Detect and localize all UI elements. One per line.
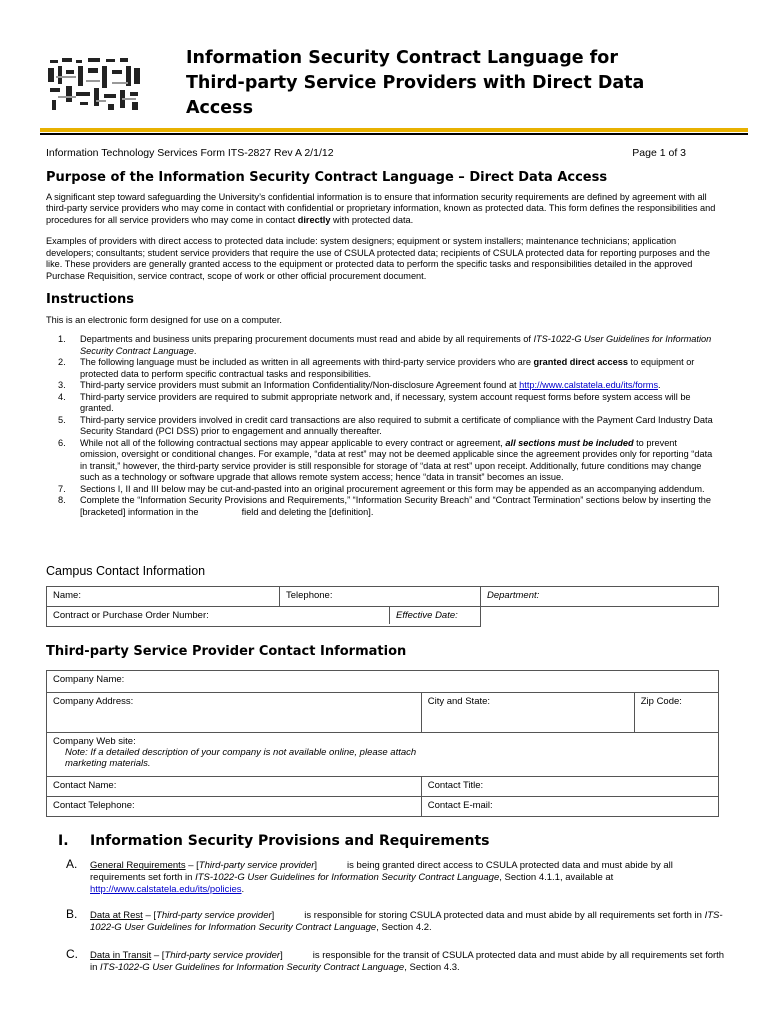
website-note: Note: If a detailed description of your company is not available online, please attach [65, 747, 417, 758]
requirement-c: C. Data in Transit – [Third-party service provider] is responsible for the transit of CSULA protected data and must abide by all requirements set forth in ITS-1022-G User Guidelines for Information Security Contract Language, Section 4.3. [66, 947, 725, 973]
title-line-1: Information Security Contract Language for [186, 48, 618, 68]
department-field[interactable]: Department: [481, 587, 719, 607]
policies-link[interactable]: http://www.calstatela.edu/its/policies [90, 884, 242, 895]
provider-contact-heading: Third-party Service Provider Contact Information [46, 644, 407, 659]
contract-number-field[interactable]: Contract or Purchase Order Number: [47, 607, 390, 624]
purpose-heading: Purpose of the Information Security Contract Language – Direct Data Access [46, 170, 608, 185]
company-name-field[interactable]: Company Name: [47, 671, 719, 693]
university-logo [46, 56, 146, 116]
contact-name-field[interactable]: Contact Name: [47, 777, 422, 797]
contact-email-field[interactable]: Contact E-mail: [421, 797, 718, 817]
document-title [186, 46, 706, 121]
form-id-line [46, 147, 686, 159]
provider-contact-table [46, 670, 719, 817]
title-line-3: Access [186, 98, 253, 118]
list-item: 1. Departments and business units preparing procurement documents must read and abide by all requirements of ITS-1022-G User Guidelines for Information Security Contract Language. [58, 334, 712, 356]
form-id: Information Technology Services Form ITS-2827 Rev A 2/1/12 [46, 147, 334, 159]
instructions-list [46, 334, 718, 518]
purpose-paragraph-1: A significant step toward safeguarding the University’s confidential information is to ensure that information security requirements are defined by agreement with all third-party service providers who may come in contact with confidential or proprietary information, known as protected data. This form defines the responsibilities and procedures for all service providers who may come in contact directly with protected data. [46, 191, 716, 225]
zip-code-field[interactable]: Zip Code: [634, 693, 718, 733]
forms-link[interactable]: http://www.calstatela.edu/its/forms [519, 380, 659, 390]
section-1-heading: I. Information Security Provisions and Requirements [58, 833, 490, 849]
campus-contact-table [46, 586, 719, 627]
company-address-field[interactable]: Company Address: [47, 693, 422, 733]
name-field[interactable]: Name: [47, 587, 280, 607]
instructions-heading: Instructions [46, 292, 135, 307]
purpose-section [46, 172, 718, 282]
list-item: 5. Third-party service providers involved in credit card transactions are also required to submit a certificate of compliance with the Payment Card Industry Data Security Standard (PCI DSS) prior to engagement and annually thereafter. [58, 414, 713, 436]
requirement-b: B. Data at Rest – [Third-party service provider] is responsible for storing CSULA protected data and must abide by all requirements set forth in ITS-1022-G User Guidelines for Information Security Contract Language, Section 4.2. [66, 907, 723, 933]
city-state-field[interactable]: City and State: [421, 693, 634, 733]
instructions-intro: This is an electronic form designed for use on a computer. [46, 314, 282, 325]
telephone-field[interactable]: Telephone: [280, 587, 481, 607]
page-number: Page 1 of 3 [632, 147, 686, 159]
effective-date-field[interactable]: Effective Date: [396, 610, 458, 621]
campus-contact-heading: Campus Contact Information [46, 564, 206, 578]
requirement-a: A. General Requirements – [Third-party service provider] is being granted direct access to CSULA protected data and must abide by all requirements set forth in ITS-1022-G User Guidelines for Information Security Contract Language, Section 4.1.1, available at http://www.calstatela.edu/its/policies. [66, 857, 673, 895]
list-item: 7. Sections I, II and III below may be cut-and-pasted into an original procurement agreement or this form may be appended as an accompanying addendum. [58, 483, 705, 494]
contact-telephone-field[interactable]: Contact Telephone: [47, 797, 422, 817]
list-item: 8. Complete the “Information Security Provisions and Requirements,” “Information Security Breach” and “Contract Termination” sections below by inserting the [bracketed] information in the field and deleting the [definition]. [58, 495, 711, 517]
list-item: 2. The following language must be included as written in all agreements with third-party service providers who are granted direct access to equipment or protected data to perform specific contractual tasks and responsibilities. [58, 357, 695, 379]
company-website-field[interactable]: Company Web site: Note: If a detailed description of your company is not available online, please attach marketing materials. [47, 733, 719, 777]
title-line-2: Third-party Service Providers with Direct Data [186, 73, 645, 93]
list-item: 6. While not all of the following contractual sections may appear applicable to every contract or agreement, all sections must be included to prevent omission, oversight or conditional changes. For example, “data at rest” may not be deemed applicable since the agreement provides only for reporting “data in transit,” however, the third-party service provider is still responsible for storage of “data at rest” upon receipt. Additionally, future conditions may change such as a technology or software upgrade that allows remote system access; hence “data in transit” becomes an issue. [58, 437, 713, 482]
purpose-paragraph-2: Examples of providers with direct access to protected data include: system designers; equipment or system installers; maintenance technicians; application developers; consultants; student service providers that require the use of CSULA protected data; recipients of CSULA protected data for reporting purposes and the like. These providers are generally granted access to the equipment or protected data to perform the specific tasks and responsibilities detailed in the approved Purchase Requisition, service contract, scope of work or other official procurement document. [46, 236, 710, 281]
list-item: 3. Third-party service providers must submit an Information Confidentiality/Non-disclosure Agreement found at http://www.calstatela.edu/its/forms. [58, 380, 661, 390]
contact-title-field[interactable]: Contact Title: [421, 777, 718, 797]
header-rule [40, 128, 748, 135]
instructions-section [46, 294, 718, 518]
list-item: 4. Third-party service providers are required to submit appropriate network and, if necessary, system account request forms before system access will be granted. [58, 391, 691, 413]
